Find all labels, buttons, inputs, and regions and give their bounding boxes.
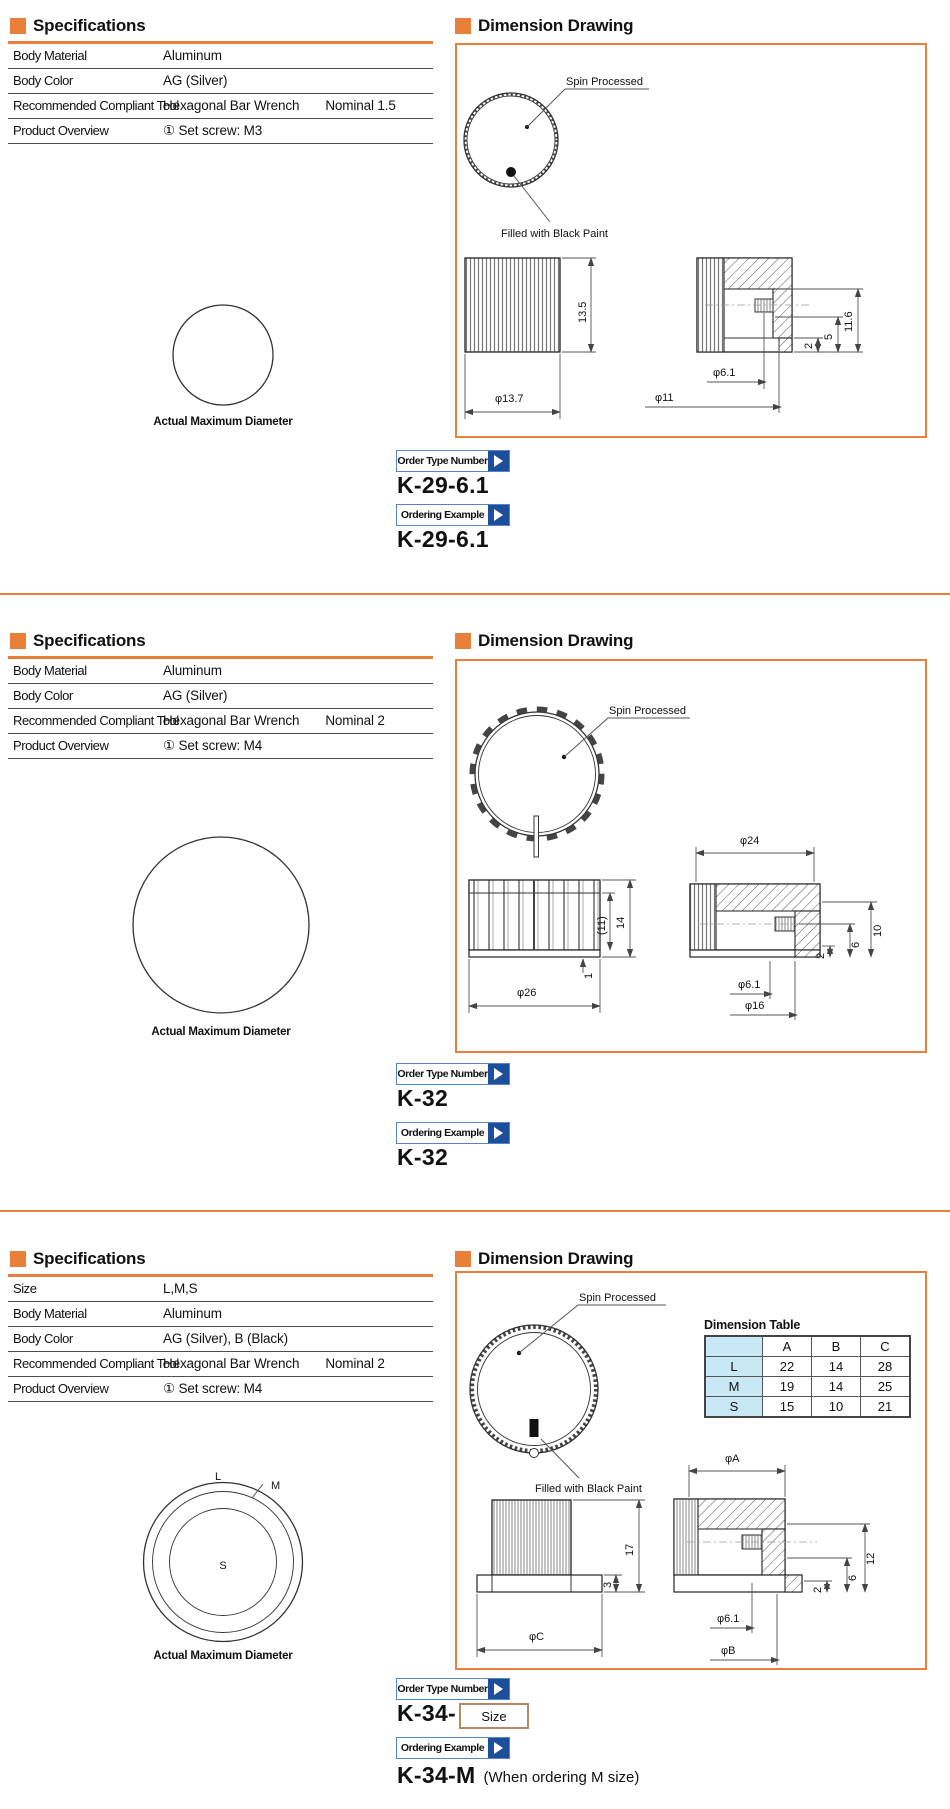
spec-row: Product Overview ① Set screw: M3 <box>8 119 433 144</box>
row-header: M <box>705 1377 763 1397</box>
order-type-number-row <box>397 1700 529 1729</box>
section-divider <box>0 593 950 595</box>
dim-height: 14 <box>615 916 627 929</box>
cell: 14 <box>812 1377 861 1397</box>
order-type-number-button[interactable]: Order Type Number <box>396 450 510 472</box>
dim-header-title: Dimension Drawing <box>478 631 634 650</box>
dim-screw-height: 6 <box>850 941 862 948</box>
dim-height: 17 <box>624 1543 636 1556</box>
order-type-number-value: K-34- <box>397 1700 457 1726</box>
dim-depth: 11.6 <box>843 311 855 332</box>
dim-dia-cap: φ24 <box>740 835 760 847</box>
dim-depth: 10 <box>872 924 884 937</box>
spec-row: Size L,M,S <box>8 1277 433 1302</box>
dim-header-2 <box>455 631 633 651</box>
row-header: L <box>705 1357 763 1377</box>
filled-black-label: Filled with Black Paint <box>535 1483 642 1495</box>
spec-header-2 <box>10 631 145 651</box>
cell: 25 <box>861 1377 911 1397</box>
table-row <box>705 1397 910 1418</box>
dim-screw-height: 6 <box>847 1574 859 1581</box>
row-header: S <box>705 1397 763 1418</box>
dim-dia-body: φ26 <box>517 987 537 999</box>
size-label-l: L <box>214 1471 222 1483</box>
arrow-icon <box>488 1123 509 1143</box>
dim-base: 1 <box>583 972 595 979</box>
dim-dia-b: φB <box>721 1645 736 1657</box>
dimension-drawing-svg-1 <box>457 45 925 436</box>
table-row <box>705 1357 910 1377</box>
spec-header-3 <box>10 1249 145 1269</box>
table-header-row <box>705 1336 910 1357</box>
spec-row: Body Color AG (Silver) <box>8 69 433 94</box>
filled-black-label: Filled with Black Paint <box>501 228 608 240</box>
col-header: A <box>763 1336 812 1357</box>
black-paint-dot <box>506 167 516 177</box>
dim-dia-body: φ13.7 <box>495 393 524 405</box>
arrow-icon <box>488 1679 509 1699</box>
spec-row: Body Color AG (Silver), B (Black) <box>8 1327 433 1352</box>
ordering-example-row <box>397 1762 639 1791</box>
ordering-example-value: K-29-6.1 <box>397 526 489 552</box>
cell: 21 <box>861 1397 911 1418</box>
black-paint-mark <box>530 1419 539 1437</box>
cell: 22 <box>763 1357 812 1377</box>
size-placeholder-box: Size <box>459 1703 529 1729</box>
spec-row: Recommended Compliant ToolHexagonal Bar Wrench Nominal 2 <box>8 1352 433 1377</box>
ordering-example-button[interactable]: Ordering Example <box>396 1737 510 1759</box>
arrow-icon <box>488 505 509 525</box>
orange-bullet-icon <box>10 18 26 34</box>
order-type-number-value: K-32 <box>397 1085 449 1111</box>
col-header: B <box>812 1336 861 1357</box>
spin-processed-label: Spin Processed <box>609 705 687 717</box>
orange-bullet-icon <box>455 1251 471 1267</box>
col-header: C <box>861 1336 911 1357</box>
dim-step: 2 <box>812 1586 824 1593</box>
dim-step: 2 <box>815 952 827 959</box>
spec-row: Recommended Compliant ToolHexagonal Bar Wrench Nominal 1.5 <box>8 94 433 119</box>
dim-dia-bore: φ6.1 <box>738 979 761 991</box>
ordering-example-value: K-34-M <box>397 1762 476 1788</box>
order-type-number-button[interactable]: Order Type Number <box>396 1678 510 1700</box>
dim-header-title: Dimension Drawing <box>478 16 634 35</box>
dimension-drawing-box-2 <box>455 659 927 1053</box>
spec-row: Body Color AG (Silver) <box>8 684 433 709</box>
dim-step: 2 <box>803 342 815 349</box>
ordering-example-value: K-32 <box>397 1144 449 1170</box>
spec-row: Body Material Aluminum <box>8 44 433 69</box>
dim-header-3 <box>455 1249 633 1269</box>
spec-header-title: Specifications <box>33 631 146 650</box>
spec-header-title: Specifications <box>33 16 146 35</box>
ordering-example-button[interactable]: Ordering Example <box>396 504 510 526</box>
table-row <box>705 1377 910 1397</box>
dimension-table-title: Dimension Table <box>704 1318 801 1332</box>
size-label-m: M <box>271 1480 281 1492</box>
dim-header-title: Dimension Drawing <box>478 1249 634 1268</box>
spin-processed-label: Spin Processed <box>579 1292 657 1304</box>
cell: 28 <box>861 1357 911 1377</box>
ordering-example-button[interactable]: Ordering Example <box>396 1122 510 1144</box>
circle-caption-1: Actual Maximum Diameter <box>153 416 293 428</box>
dimension-drawing-box-1 <box>455 43 927 438</box>
cell: 15 <box>763 1397 812 1418</box>
arrow-icon <box>488 1064 509 1084</box>
dim-dia-recess: φ11 <box>655 392 674 404</box>
dim-flange: 3 <box>602 1581 614 1588</box>
dim-depth: 12 <box>865 1552 877 1565</box>
dimension-table-block <box>704 1318 911 1418</box>
orange-bullet-icon <box>455 633 471 649</box>
orange-bullet-icon <box>10 1251 26 1267</box>
cell: 14 <box>812 1357 861 1377</box>
circle-caption-3: Actual Maximum Diameter <box>153 1650 293 1662</box>
spec-row: Body Material Aluminum <box>8 659 433 684</box>
max-diameter-illustration-2 <box>128 833 314 1019</box>
arrow-icon <box>488 451 509 471</box>
dim-dia-c: φC <box>529 1631 545 1643</box>
order-type-number-value: K-29-6.1 <box>397 472 489 498</box>
dim-header-1 <box>455 16 633 36</box>
dimension-table <box>704 1335 911 1418</box>
section-divider <box>0 1210 950 1212</box>
spec-row: Body Material Aluminum <box>8 1302 433 1327</box>
orange-bullet-icon <box>455 18 471 34</box>
spec-header-title: Specifications <box>33 1249 146 1268</box>
dim-screw-height: 5 <box>823 333 835 340</box>
dim-rib-height: (11) <box>596 916 608 935</box>
cell: 19 <box>763 1377 812 1397</box>
order-type-number-button[interactable]: Order Type Number <box>396 1063 510 1085</box>
spec-row: Product Overview ① Set screw: M4 <box>8 734 433 759</box>
corner-cell <box>705 1336 763 1357</box>
max-diameter-illustration-3 <box>130 1458 320 1648</box>
size-label-s: S <box>219 1560 227 1572</box>
dim-dia-bore: φ6.1 <box>713 367 736 379</box>
dim-dia-hub: φ16 <box>745 1000 765 1012</box>
dimension-drawing-svg-2 <box>457 661 925 1051</box>
dim-dia-bore: φ6.1 <box>717 1613 740 1625</box>
cell: 10 <box>812 1397 861 1418</box>
spec-table-2 <box>8 656 433 759</box>
orange-bullet-icon <box>10 633 26 649</box>
spec-row: Recommended Compliant ToolHexagonal Bar Wrench Nominal 2 <box>8 709 433 734</box>
max-diameter-illustration-1 <box>170 302 276 412</box>
arrow-icon <box>488 1738 509 1758</box>
ordering-example-note: (When ordering M size) <box>483 1769 640 1786</box>
dim-height: 13.5 <box>577 301 589 323</box>
circle-caption-2: Actual Maximum Diameter <box>151 1026 291 1038</box>
dim-dia-a: φA <box>725 1453 740 1465</box>
spec-table-3 <box>8 1274 433 1402</box>
spec-table-1 <box>8 41 433 144</box>
spec-row: Product Overview ① Set screw: M4 <box>8 1377 433 1402</box>
spec-header-1 <box>10 16 145 36</box>
spin-processed-label: Spin Processed <box>566 76 644 88</box>
